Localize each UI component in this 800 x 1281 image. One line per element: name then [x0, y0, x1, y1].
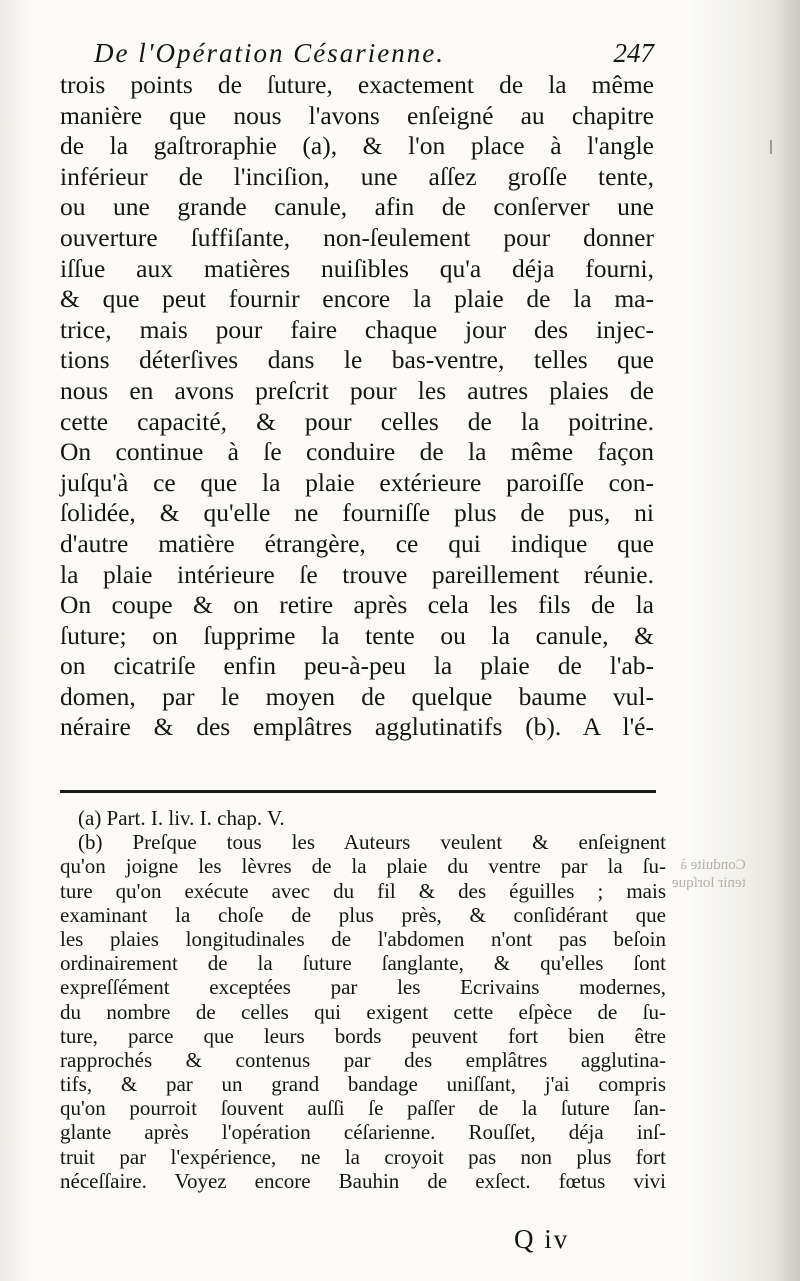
text-line: ou une grande canule, afin de conſerver une	[60, 192, 654, 222]
text-line: inférieur de l'inciſion, une aſſez groſſe tente,	[60, 161, 654, 191]
body-text	[60, 70, 654, 743]
footnote-b-line: (b) Preſque tous les Auteurs veulent & enſeignent	[78, 830, 666, 855]
text-line: ouverture ſuffiſante, non-ſeulement pour donner	[60, 222, 654, 252]
text-line: néraire & des emplâtres agglutinatifs (b). A l'é-	[60, 712, 654, 742]
text-line: iſſue aux matières nuiſibles qu'a déja fourni,	[60, 253, 654, 283]
footnote-b-line: ordinairement de la ſuture ſanglante, & qu'elles ſont	[60, 951, 666, 976]
bleed-through-line: tenir lorſque	[672, 875, 746, 891]
signature-mark: Q iv	[514, 1224, 570, 1254]
text-line: de la gaſtroraphie (a), & l'on place à l'angle	[60, 131, 654, 161]
footnote-b-line: qu'on pourroit ſouvent auſſi ſe paſſer de la ſuture ſan-	[60, 1096, 666, 1121]
page-header	[94, 38, 654, 74]
page-edge-shadow	[774, 0, 800, 1281]
footnote-b-line: tifs, & par un grand bandage uniſſant, j'ai compris	[60, 1072, 666, 1097]
footnote-b-line: qu'on joigne les lèvres de la plaie du ventre par la ſu-	[60, 854, 666, 879]
footnote-b-line: néceſſaire. Voyez encore Bauhin de exſect. fœtus vivi	[60, 1168, 666, 1193]
text-line: trice, mais pour faire chaque jour des injec-	[60, 314, 654, 344]
footnote-b-line: rapprochés & contenus par des emplâtres agglutina-	[60, 1047, 666, 1072]
text-line: nous en avons preſcrit pour les autres plaies de	[60, 375, 654, 405]
footnote-b-line: les plaies longitudinales de l'abdomen n'ont pas beſoin	[60, 926, 666, 951]
margin-mark	[770, 140, 772, 154]
text-line: la plaie intérieure ſe trouve pareillement réunie.	[60, 559, 654, 589]
text-line: on cicatriſe enfin peu-à-peu la plaie de l'ab-	[60, 651, 654, 681]
text-line: d'autre matière étrangère, ce qui indique que	[60, 528, 654, 558]
footnote-b-line: ture qu'on exécute avec du fil & des éguilles ; mais	[60, 878, 666, 903]
text-line: trois points de ſuture, exactement de la même	[60, 70, 654, 99]
running-title: De l'Opération Césarienne.	[94, 38, 445, 68]
text-line: cette capacité, & pour celles de la poitrine.	[60, 406, 654, 436]
text-line: tions déterſives dans le bas-ventre, telles que	[60, 345, 654, 375]
text-line: ſuture; on ſupprime la tente ou la canule, &	[60, 620, 654, 650]
page-number: 247	[613, 38, 654, 68]
footnote-b-line: glante après l'opération céſarienne. Rouſſet, déja inſ-	[60, 1120, 666, 1145]
footnote-b-line: examinant la choſe de plus près, & conſidérant que	[60, 902, 666, 927]
bleed-through-text	[672, 856, 746, 892]
bleed-through-line: Conduite à	[680, 857, 746, 873]
text-line: manière que nous l'avons enſeigné au chapitre	[60, 100, 654, 130]
footnote-b-line: truit par l'expérience, ne la croyoit pas non plus fort	[60, 1144, 666, 1169]
text-line: On coupe & on retire après cela les fils de la	[60, 590, 654, 620]
footnotes	[60, 806, 666, 1193]
text-line: On continue à ſe conduire de la même façon	[60, 437, 654, 467]
text-line: ſolidée, & qu'elle ne fourniſſe plus de pus, ni	[60, 498, 654, 528]
footnote-separator-rule	[60, 790, 656, 793]
footnote-b-line: ture, parce que leurs bords peuvent fort bien être	[60, 1023, 666, 1048]
text-line: & que peut fournir encore la plaie de la ma-	[60, 284, 654, 314]
text-line: juſqu'à ce que la plaie extérieure paroiſſe con-	[60, 467, 654, 497]
text-line: domen, par le moyen de quelque baume vul-	[60, 681, 654, 711]
footnote-a: (a) Part. I. liv. I. chap. V.	[78, 806, 285, 830]
footnote-b-line: expreſſément exceptées par les Ecrivains modernes,	[60, 975, 666, 1000]
footnote-b-line: du nombre de celles qui exigent cette eſpèce de ſu-	[60, 999, 666, 1024]
